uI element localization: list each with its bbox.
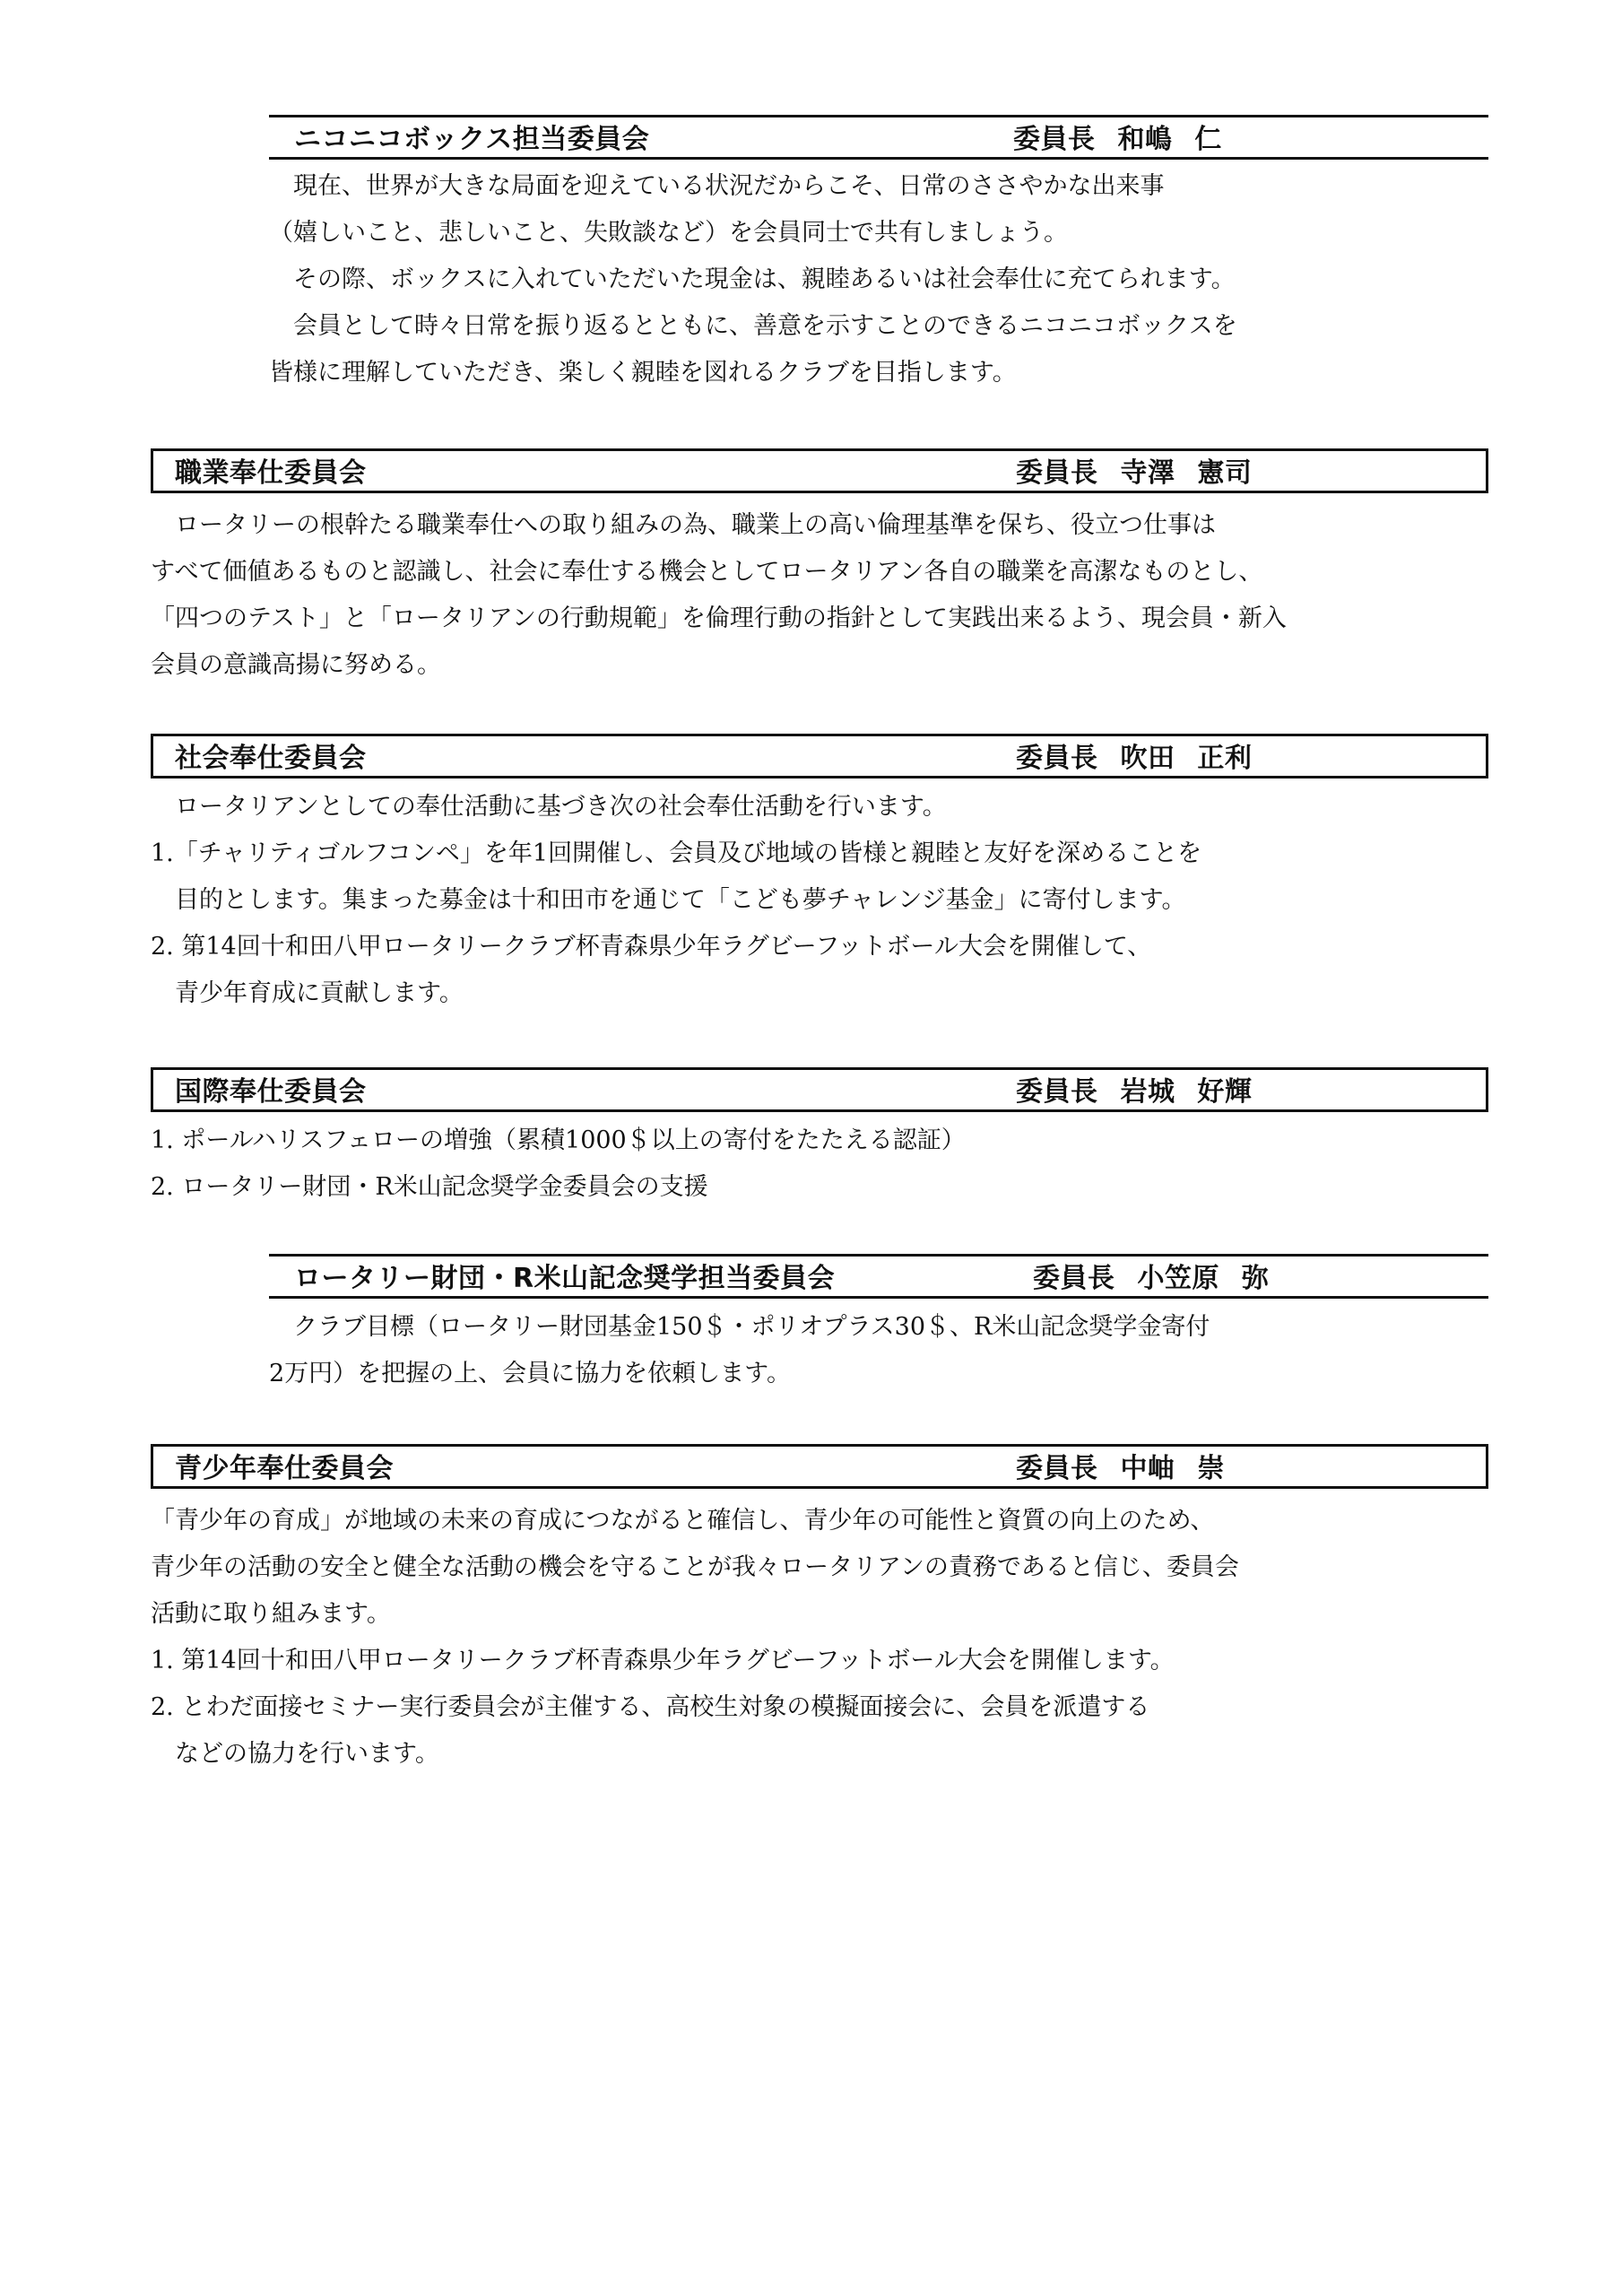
body-line: ロータリーの根幹たる職業奉仕への取り組みの為、職業上の高い倫理基準を保ち、役立つ仕事は bbox=[151, 511, 1216, 539]
section-youth-service bbox=[151, 1444, 1488, 1778]
chair-name: 委員長 中岫 崇 bbox=[1016, 1453, 1225, 1485]
chair-name: 委員長 寺澤 憲司 bbox=[1016, 457, 1253, 490]
section-nikoniko-box bbox=[269, 115, 1488, 396]
body-line: 1. 第14回十和田八甲ロータリークラブ杯青森県少年ラグビーフットボール大会を開催します。 bbox=[151, 1647, 1175, 1674]
body-line: 2. 第14回十和田八甲ロータリークラブ杯青森県少年ラグビーフットボール大会を開催して、 bbox=[151, 933, 1152, 961]
body-line: 現在、世界が大きな局面を迎えている状況だからこそ、日常のささやかな出来事 bbox=[269, 172, 1165, 200]
body-line: 「四つのテスト」と「ロータリアンの行動規範」を倫理行動の指針として実践出来るよう、現会員・新入 bbox=[151, 604, 1287, 632]
body-line: その際、ボックスに入れていただいた現金は、親睦あるいは社会奉仕に充てられます。 bbox=[269, 265, 1236, 293]
section-body bbox=[151, 784, 1488, 1017]
section-title: 職業奉仕委員会 bbox=[175, 457, 367, 490]
section-title: 青少年奉仕委員会 bbox=[175, 1453, 394, 1485]
body-line: 目的とします。集まった募金は十和田市を通じて「こども夢チャレンジ基金」に寄付します。 bbox=[151, 886, 1186, 914]
section-international-service bbox=[151, 1067, 1488, 1211]
section-body bbox=[151, 1118, 1488, 1211]
section-header bbox=[269, 1254, 1488, 1299]
body-line: 会員として時々日常を振り返るとともに、善意を示すことのできるニコニコボックスを bbox=[269, 312, 1237, 340]
body-line: （嬉しいこと、悲しいこと、失敗談など）を会員同士で共有しましょう。 bbox=[269, 219, 1068, 247]
section-vocational-service bbox=[151, 448, 1488, 689]
section-body bbox=[151, 502, 1488, 689]
body-line: 青少年育成に貢献します。 bbox=[151, 979, 464, 1007]
section-body bbox=[151, 1498, 1488, 1778]
section-body bbox=[269, 163, 1488, 396]
body-line: 2. ロータリー財団・R米山記念奨学金委員会の支援 bbox=[151, 1173, 708, 1201]
body-line: 1.「チャリティゴルフコンペ」を年1回開催し、会員及び地域の皆様と親睦と友好を深めることを bbox=[151, 839, 1202, 867]
section-header bbox=[151, 448, 1488, 493]
section-rotary-foundation bbox=[269, 1254, 1488, 1397]
body-line: 活動に取り組みます。 bbox=[151, 1600, 391, 1628]
chair-name: 委員長 岩城 好輝 bbox=[1016, 1076, 1253, 1109]
body-line: 「青少年の育成」が地域の未来の育成につながると確信し、青少年の可能性と資質の向上のため、 bbox=[151, 1507, 1215, 1535]
body-line: 2. とわだ面接セミナー実行委員会が主催する、高校生対象の模擬面接会に、会員を派遣する bbox=[151, 1693, 1150, 1721]
section-title: 社会奉仕委員会 bbox=[175, 743, 367, 775]
body-line: 皆様に理解していただき、楽しく親睦を図れるクラブを目指します。 bbox=[269, 359, 1017, 387]
section-header bbox=[269, 115, 1488, 160]
section-body bbox=[269, 1304, 1488, 1397]
section-header bbox=[151, 734, 1488, 778]
body-line: 1. ポールハリスフェローの増強（累積1000＄以上の寄付をたたえる認証） bbox=[151, 1126, 966, 1154]
body-line: 2万円）を把握の上、会員に協力を依頼します。 bbox=[269, 1360, 792, 1387]
body-line: クラブ目標（ロータリー財団基金150＄・ポリオプラス30＄、R米山記念奨学金寄付 bbox=[269, 1313, 1210, 1341]
body-line: 青少年の活動の安全と健全な活動の機会を守ることが我々ロータリアンの責務であると信じ、委員会 bbox=[151, 1553, 1239, 1581]
section-header bbox=[151, 1067, 1488, 1112]
chair-name: 委員長 吹田 正利 bbox=[1016, 743, 1253, 775]
chair-name: 委員長 小笠原 弥 bbox=[1033, 1263, 1270, 1295]
body-line: すべて価値あるものと認識し、社会に奉仕する機会としてロータリアン各自の職業を高潔なものとし、 bbox=[151, 558, 1263, 586]
section-community-service bbox=[151, 734, 1488, 1017]
section-header bbox=[151, 1444, 1488, 1489]
body-line: などの協力を行います。 bbox=[151, 1740, 439, 1768]
chair-name: 委員長 和嶋 仁 bbox=[1013, 124, 1222, 156]
body-line: ロータリアンとしての奉仕活動に基づき次の社会奉仕活動を行います。 bbox=[151, 793, 947, 821]
body-line: 会員の意識高揚に努める。 bbox=[151, 651, 441, 679]
section-title: 国際奉仕委員会 bbox=[175, 1076, 367, 1109]
section-title: ニコニコボックス担当委員会 bbox=[294, 124, 650, 156]
section-title: ロータリー財団・R米山記念奨学担当委員会 bbox=[294, 1263, 836, 1295]
